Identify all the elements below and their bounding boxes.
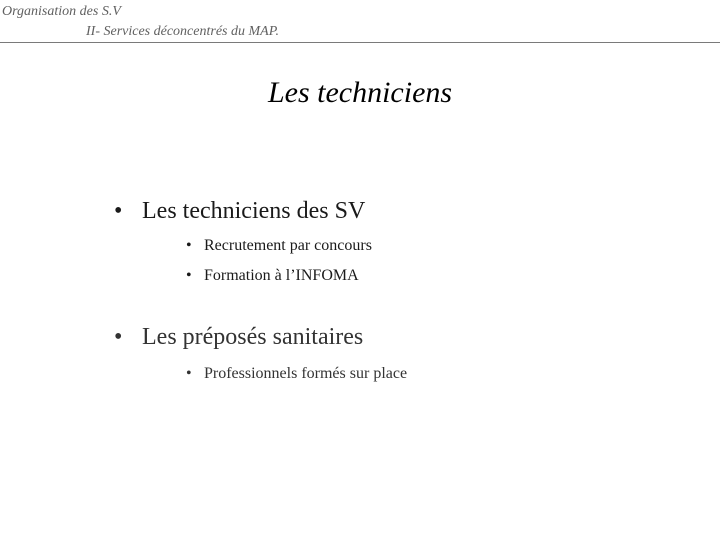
header-line-1: Organisation des S.V: [2, 4, 121, 19]
section-2-item-1-text: Professionnels formés sur place: [204, 365, 408, 382]
header-line-2: II- Services déconcentrés du MAP.: [86, 24, 279, 39]
section-1-item-2: [186, 267, 359, 285]
bullet-dot: •: [186, 365, 192, 382]
section-2-item-1: [186, 365, 407, 383]
section-1-item-1-text: Recrutement par concours: [204, 237, 372, 254]
bullet-dot: •: [186, 267, 192, 284]
section-2-label: Les préposés sanitaires: [142, 324, 364, 350]
section-1-item-1: [186, 237, 372, 255]
slide-title: Les techniciens: [267, 76, 453, 109]
bullet-dot: •: [114, 324, 123, 350]
header-divider: [0, 42, 720, 43]
section-1-label: Les techniciens des SV: [142, 198, 366, 224]
bullet-dot: •: [186, 237, 192, 254]
bullet-dot: •: [114, 198, 123, 224]
section-1-item-2-text: Formation à l’INFOMA: [204, 267, 359, 284]
section-2-bullet: [114, 324, 363, 351]
section-1-bullet: [114, 198, 365, 225]
